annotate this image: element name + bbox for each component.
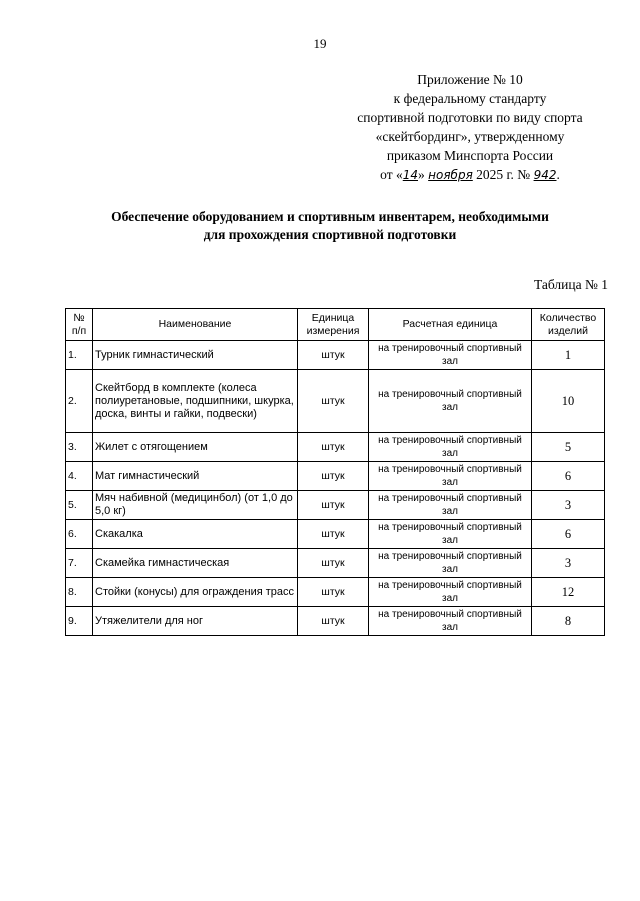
cell-num: 5. (66, 491, 93, 520)
cell-calc: на тренировочный спортивный зал (369, 578, 532, 607)
cell-qty: 10 (532, 370, 605, 433)
cell-calc: на тренировочный спортивный зал (369, 520, 532, 549)
header-num: № п/п (66, 309, 93, 341)
cell-qty: 1 (532, 341, 605, 370)
cell-calc: на тренировочный спортивный зал (369, 462, 532, 491)
cell-calc: на тренировочный спортивный зал (369, 491, 532, 520)
header-qty: Количество изделий (532, 309, 605, 341)
document-title (40, 208, 620, 244)
order-number: 942 (533, 168, 557, 182)
table-row (66, 607, 605, 636)
cell-qty: 3 (532, 549, 605, 578)
page-number: 19 (313, 36, 327, 51)
cell-qty: 6 (532, 462, 605, 491)
table-row (66, 549, 605, 578)
appendix-line: «скейтбординг», утвержденному (375, 129, 565, 144)
table-header-row (66, 309, 605, 341)
cell-unit: штук (298, 549, 369, 578)
cell-num: 7. (66, 549, 93, 578)
appendix-line: к федеральному стандарту (393, 91, 547, 106)
cell-num: 1. (66, 341, 93, 370)
cell-unit: штук (298, 370, 369, 433)
date-year: 2025 г. № (476, 167, 531, 182)
cell-qty: 3 (532, 491, 605, 520)
header-calc: Расчетная единица (369, 309, 532, 341)
cell-unit: штук (298, 578, 369, 607)
cell-name: Скамейка гимнастическая (93, 549, 298, 578)
table-row (66, 578, 605, 607)
date-end: . (556, 167, 560, 182)
cell-unit: штук (298, 462, 369, 491)
cell-calc: на тренировочный спортивный зал (369, 607, 532, 636)
cell-name: Турник гимнастический (93, 341, 298, 370)
cell-name: Мяч набивной (медицинбол) (от 1,0 до 5,0 кг) (93, 491, 298, 520)
cell-num: 6. (66, 520, 93, 549)
table-row (66, 433, 605, 462)
equipment-table (65, 308, 605, 636)
appendix-block (340, 70, 600, 185)
cell-name: Жилет с отягощением (93, 433, 298, 462)
cell-calc: на тренировочный спортивный зал (369, 549, 532, 578)
title-line: для прохождения спортивной подготовки (203, 227, 457, 242)
cell-name: Стойки (конусы) для ограждения трасс (93, 578, 298, 607)
cell-qty: 6 (532, 520, 605, 549)
date-prefix: от « (380, 167, 403, 182)
cell-num: 4. (66, 462, 93, 491)
cell-calc: на тренировочный спортивный зал (369, 341, 532, 370)
header-name: Наименование (93, 309, 298, 341)
table-row (66, 341, 605, 370)
date-day: 14 (402, 168, 419, 182)
cell-unit: штук (298, 341, 369, 370)
cell-num: 2. (66, 370, 93, 433)
cell-num: 8. (66, 578, 93, 607)
cell-qty: 8 (532, 607, 605, 636)
date-mid: » (418, 167, 425, 182)
cell-name: Скейтборд в комплекте (колеса полиуретановые, подшипники, шкурка, доска, винты и гайки, подвески) (93, 370, 298, 433)
cell-name: Скакалка (93, 520, 298, 549)
cell-name: Утяжелители для ног (93, 607, 298, 636)
cell-num: 9. (66, 607, 93, 636)
appendix-line: приказом Минспорта России (386, 148, 554, 163)
table-row (66, 462, 605, 491)
title-line: Обеспечение оборудованием и спортивным инвентарем, необходимыми (111, 209, 549, 224)
cell-unit: штук (298, 607, 369, 636)
cell-num: 3. (66, 433, 93, 462)
table-row (66, 370, 605, 433)
cell-calc: на тренировочный спортивный зал (369, 370, 532, 433)
cell-qty: 5 (532, 433, 605, 462)
cell-unit: штук (298, 491, 369, 520)
cell-calc: на тренировочный спортивный зал (369, 433, 532, 462)
cell-name: Мат гимнастический (93, 462, 298, 491)
cell-qty: 12 (532, 578, 605, 607)
table-row (66, 520, 605, 549)
appendix-line: спортивной подготовки по виду спорта (357, 110, 583, 125)
order-date-line (340, 165, 600, 185)
appendix-line: Приложение № 10 (417, 72, 523, 87)
table-row (66, 491, 605, 520)
table-caption: Таблица № 1 (534, 277, 608, 292)
cell-unit: штук (298, 520, 369, 549)
header-unit: Единица измерения (298, 309, 369, 341)
cell-unit: штук (298, 433, 369, 462)
date-month: ноября (428, 168, 473, 182)
